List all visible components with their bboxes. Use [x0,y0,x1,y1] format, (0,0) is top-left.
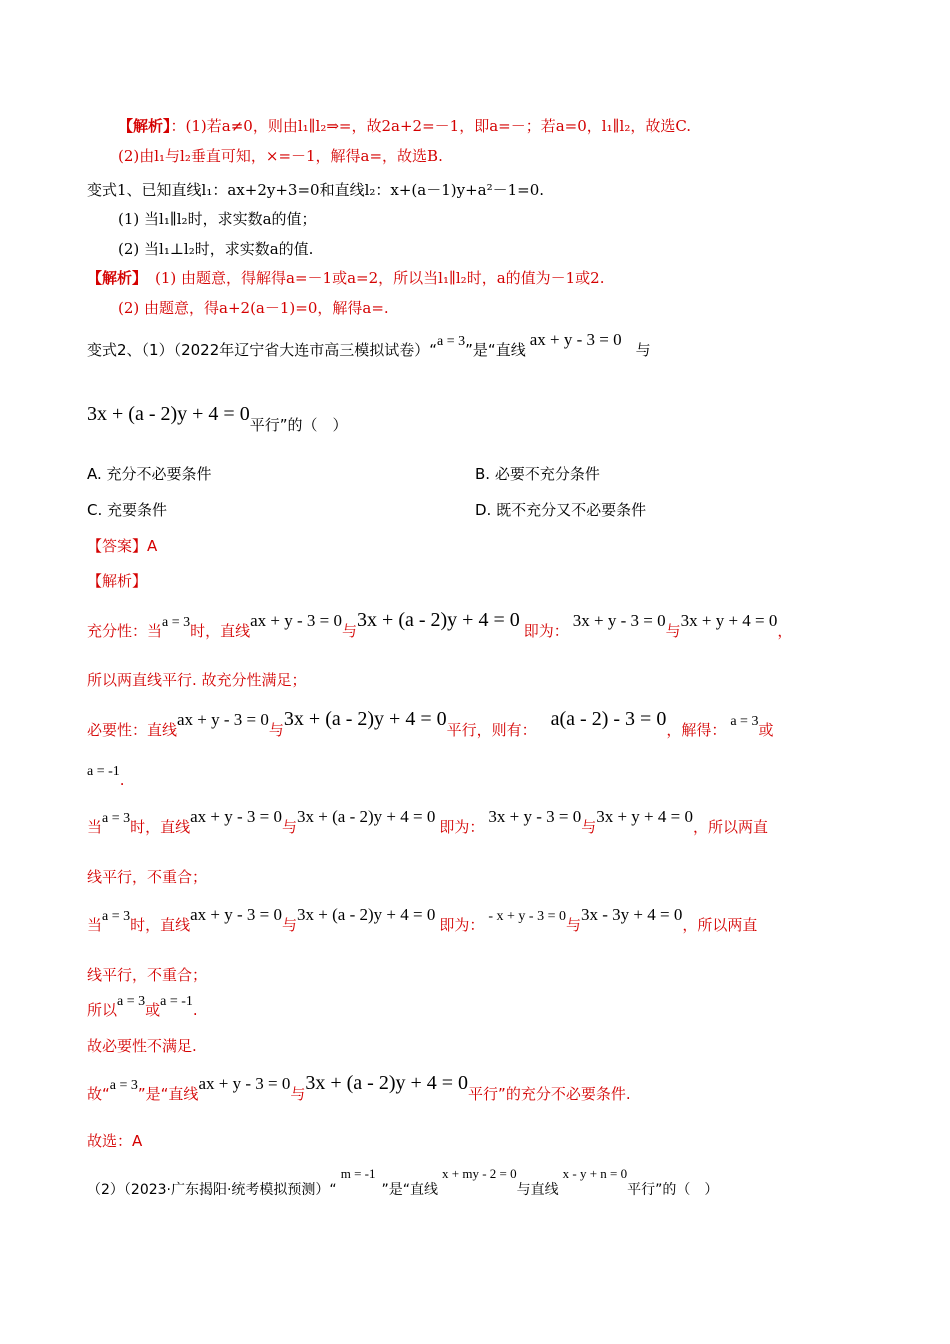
text-with: 与 [290,1085,306,1103]
choose-line: 故选：A [87,1132,143,1150]
eq-sub-2: 3x + y + 4 = 0 [680,611,778,630]
text-time-line: 时，直线 [130,818,191,836]
cond-a3: a = 3 [109,1078,138,1093]
analysis-1-line-2: (2)由l₁与l₂垂直可知，×=－1，解得a=，故选B. [118,147,443,165]
variant-2-stem-line-1 [87,330,651,362]
text-with: 与 [268,721,284,739]
text-time-line: 时，直线 [190,622,251,640]
sufficiency-line [87,609,793,643]
text-two-lines: ，所以两直 [682,916,758,934]
text-with: 与 [342,622,358,640]
q2-suffix: 平行”的（ ） [627,1182,719,1198]
analysis-1-line-1 [118,116,691,136]
variant-2-with: 与 [635,341,651,359]
text-solve: ，解得： [666,721,727,739]
analysis-label: 【解析】 [87,269,148,287]
cond-a3: a = 3 [117,994,146,1009]
variant-1-answer-2: (2) 由题意，得a+2(a－1)=0，解得a=. [118,299,389,317]
answer-label: 【答案】A [87,537,158,555]
text-parallel-then: 平行，则有： [446,721,537,739]
text-or: 或 [145,1001,161,1019]
variant-1-answer-1-text: (1) 由题意，得解得a=－1或a=2，所以当l₁∥l₂时，a的值为－1或2. [155,269,605,287]
eq-line-2: 3x + (a - 2)y + 4 = 0 [297,807,436,826]
text-period: . [192,1001,198,1019]
eq-line-2: 3x + (a - 2)y + 4 = 0 [357,609,520,631]
text-is: 即为： [439,818,485,836]
sufficiency-conclusion: 所以两直线平行. 故充分性满足； [87,671,307,689]
text-with: 与 [665,622,681,640]
eq-q2-line-2: x - y + n = 0 [562,1166,628,1181]
q2-prefix: （2）（2023·广东揭阳·统考模拟预测）“ [87,1182,337,1198]
text-with: 与 [565,916,581,934]
eq-neg-2: 3x - 3y + 4 = 0 [581,905,683,924]
eq-q2-line-1: x + my - 2 = 0 [442,1166,517,1181]
analysis-label-2: 【解析】 [87,572,148,590]
cond-a3: a = 3 [102,811,131,826]
text-time-line: 时，直线 [130,916,191,934]
case-1-conclusion: 线平行，不重合； [87,868,208,886]
eq-line-2: 3x + (a - 2)y + 4 = 0 [305,1072,469,1094]
option-a: A. 充分不必要条件 [87,465,212,483]
option-c: C. 充要条件 [87,501,168,519]
text-or: 或 [758,721,774,739]
cond-a3: a = 3 [102,909,131,924]
eq-sub-1: 3x + y - 3 = 0 [488,807,582,826]
text-is: 即为： [523,622,569,640]
eq-line-1: ax + y - 3 = 0 [190,807,283,826]
cond-a3: a = 3 [162,615,191,630]
necessity-line-2 [87,764,125,792]
so-line [87,994,198,1022]
eq-line-2: 3x + (a - 2)y + 4 = 0 [283,708,447,730]
eq-line-1: ax + y - 3 = 0 [198,1074,291,1093]
eq-line-1: ax + y - 3 = 0 [529,330,622,349]
text-period: . [119,771,125,789]
eq-line-1: ax + y - 3 = 0 [190,905,283,924]
variant-2-mid: ”是“直线 [465,341,526,359]
variant-1-answer-1 [87,268,605,288]
variant-1-stem: 变式1、已知直线l₁：ax+2y+3=0和直线l₂：x+(a－1)y+a²－1=0. [87,181,545,199]
option-b: B. 必要不充分条件 [475,465,600,483]
question-2-line [87,1166,719,1200]
q2-mid: ”是“直线 [381,1182,438,1198]
suff-label: 充分性：当 [87,622,163,640]
analysis-1-text: ：(1)若a≠0，则由l₁∥l₂⇒=，故2a+2=－1，即a=－；若a=0，l₁∥l₂，故选C. [170,117,692,135]
eq-sub-2: 3x + y + 4 = 0 [596,807,693,826]
text-comma: ， [777,622,793,640]
concl-part-1: 故“ [87,1085,110,1103]
variant-2-stem-line-2 [87,403,348,435]
text-when: 当 [87,818,103,836]
variant-1-q1: (1) 当l₁∥l₂时，求实数a的值； [118,210,317,228]
text-two-lines: ，所以两直 [692,818,768,836]
text-is: 即为： [439,916,485,934]
case-2-conclusion: 线平行，不重合； [87,966,208,984]
variant-2-suffix: 平行”的（ ） [249,416,348,434]
cond-a-neg1: a = -1 [87,764,120,779]
cond-a3: a = 3 [437,334,466,349]
text-when: 当 [87,916,103,934]
text-with: 与 [282,818,298,836]
analysis-label: 【解析】 [118,117,171,135]
eq-line-1: ax + y - 3 = 0 [177,710,269,729]
eq-neg-1: - x + y - 3 = 0 [488,909,566,924]
concl-part-3: 平行”的充分不必要条件. [468,1085,631,1103]
cond-a3: a = 3 [730,714,759,729]
case-line-2 [87,905,758,937]
necessity-line [87,708,774,742]
text-with: 与 [282,916,298,934]
eq-line-2: 3x + (a - 2)y + 4 = 0 [297,905,436,924]
cond-a-neg1: a = -1 [160,994,193,1009]
text-with: 与 [581,818,597,836]
concl-part-2: ”是“直线 [137,1085,199,1103]
variant-1-q2: (2) 当l₁⊥l₂时，求实数a的值. [118,240,314,258]
eq-necessity: a(a - 2) - 3 = 0 [550,708,667,730]
eq-sub-1: 3x + y - 3 = 0 [572,611,666,630]
variant-2-prefix: 变式2、（1）（2022年辽宁省大连市高三模拟试卷）“ [87,341,438,359]
nec-label: 必要性：直线 [87,721,178,739]
necessity-fail: 故必要性不满足. [87,1037,197,1055]
q2-with: 与直线 [516,1182,559,1198]
eq-line-1: ax + y - 3 = 0 [250,611,343,630]
case-line-1 [87,807,768,839]
cond-m: m = -1 [340,1166,376,1181]
conclusion-line [87,1072,631,1106]
option-d: D. 既不充分又不必要条件 [475,501,647,519]
eq-line-2: 3x + (a - 2)y + 4 = 0 [87,403,250,425]
text-so: 所以 [87,1001,118,1019]
